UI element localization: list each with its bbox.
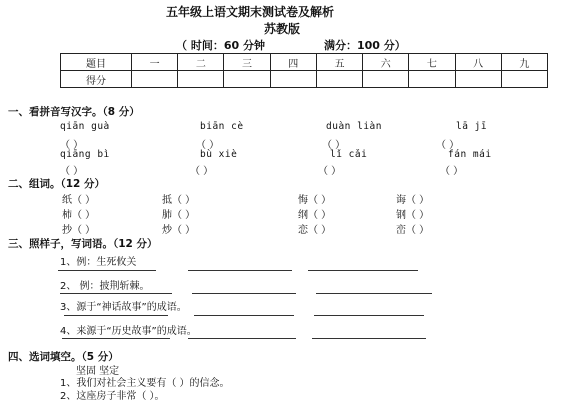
score-table — [60, 53, 548, 88]
question-text: 1、我们对社会主义要有（ ）的信念。 — [60, 378, 230, 389]
score-input-cell[interactable] — [409, 71, 455, 88]
answer-blank[interactable]: （ ） — [196, 140, 220, 151]
answer-line[interactable] — [308, 270, 418, 271]
pinyin-item: fán mái — [448, 149, 492, 160]
question-text: 1、例：生死攸关 — [60, 257, 137, 268]
answer-blank[interactable]: （ ） — [436, 140, 460, 151]
answer-line[interactable] — [188, 270, 292, 271]
section3-title: 三、照样子，写词语。（12 分） — [8, 238, 158, 250]
question-text: 2、 例：披荆斩棘。 — [60, 281, 150, 292]
word-item[interactable]: 诲（ ） — [396, 195, 430, 206]
pinyin-item: duàn liàn — [326, 121, 382, 132]
answer-line[interactable] — [58, 270, 156, 271]
answer-blank[interactable]: （ ） — [322, 140, 346, 151]
word-item[interactable]: 炒（ ） — [162, 225, 196, 236]
score-input-cell[interactable] — [455, 71, 501, 88]
table-cell: 九 — [501, 54, 547, 71]
word-item[interactable]: 抄（ ） — [62, 225, 96, 236]
question-text: 3、源于“神话故事”的成语。 — [60, 302, 187, 313]
word-item[interactable]: 纸（ ） — [62, 195, 96, 206]
answer-line[interactable] — [60, 293, 172, 294]
answer-line[interactable] — [316, 293, 432, 294]
word-item[interactable]: 抵（ ） — [162, 195, 196, 206]
word-item[interactable]: 恋（ ） — [298, 225, 332, 236]
answer-blank[interactable]: （ ） — [190, 166, 214, 177]
pinyin-item: lā jī — [456, 121, 488, 132]
table-cell: 四 — [270, 54, 316, 71]
score-input-cell[interactable] — [270, 71, 316, 88]
word-item[interactable]: 柿（ ） — [62, 210, 96, 221]
question-text: 2、这座房子非常（ ）。 — [60, 391, 165, 402]
word-item[interactable]: 纲（ ） — [298, 210, 332, 221]
pinyin-item: qiāng bì — [60, 149, 110, 160]
score-input-cell[interactable] — [501, 71, 547, 88]
table-cell: 一 — [132, 54, 178, 71]
exam-time: （ 时间：60 分钟 — [176, 39, 265, 52]
table-cell: 八 — [455, 54, 501, 71]
word-item[interactable]: 钢（ ） — [396, 210, 430, 221]
answer-line[interactable] — [314, 315, 424, 316]
question-text: 4、来源于“历史故事”的成语。 — [60, 326, 197, 337]
answer-line[interactable] — [192, 293, 296, 294]
score-table-header-row — [61, 54, 548, 71]
score-input-cell[interactable] — [224, 71, 270, 88]
word-options: 坚固 坚定 — [76, 366, 120, 377]
pinyin-item: biān cè — [200, 121, 244, 132]
answer-blank[interactable]: （ ） — [60, 166, 84, 177]
pinyin-item: bù xiè — [200, 149, 238, 160]
answer-blank[interactable]: （ ） — [318, 166, 342, 177]
section2-title: 二、组词。（12 分） — [8, 178, 106, 190]
exam-score: 满分：100 分） — [324, 39, 406, 52]
exam-subtitle: 苏教版 — [264, 22, 301, 36]
exam-title: 五年级上语文期末测试卷及解析 — [166, 5, 335, 19]
answer-line[interactable] — [62, 338, 170, 339]
pinyin-item: qiān guà — [60, 121, 110, 132]
table-cell: 题目 — [61, 54, 132, 71]
word-item[interactable]: 峦（ ） — [396, 225, 430, 236]
table-cell: 六 — [363, 54, 409, 71]
answer-blank[interactable]: （ ） — [440, 166, 464, 177]
section4-title: 四、选词填空。（5 分） — [8, 351, 119, 363]
score-input-cell[interactable] — [132, 71, 178, 88]
table-cell: 七 — [409, 54, 455, 71]
answer-line[interactable] — [64, 315, 168, 316]
word-item[interactable]: 肺（ ） — [162, 210, 196, 221]
table-cell: 三 — [224, 54, 270, 71]
section1-title: 一、看拼音写汉字。（8 分） — [8, 106, 140, 118]
answer-line[interactable] — [188, 338, 296, 339]
table-cell: 得分 — [61, 71, 132, 88]
table-cell: 五 — [316, 54, 362, 71]
table-cell: 二 — [178, 54, 224, 71]
answer-line[interactable] — [194, 315, 294, 316]
score-input-cell[interactable] — [316, 71, 362, 88]
answer-blank[interactable]: （ ） — [60, 140, 84, 151]
score-input-cell[interactable] — [363, 71, 409, 88]
score-input-cell[interactable] — [178, 71, 224, 88]
pinyin-item: lǐ cǎi — [330, 149, 368, 160]
word-item[interactable]: 悔（ ） — [298, 195, 332, 206]
score-table-score-row — [61, 71, 548, 88]
answer-line[interactable] — [312, 338, 426, 339]
